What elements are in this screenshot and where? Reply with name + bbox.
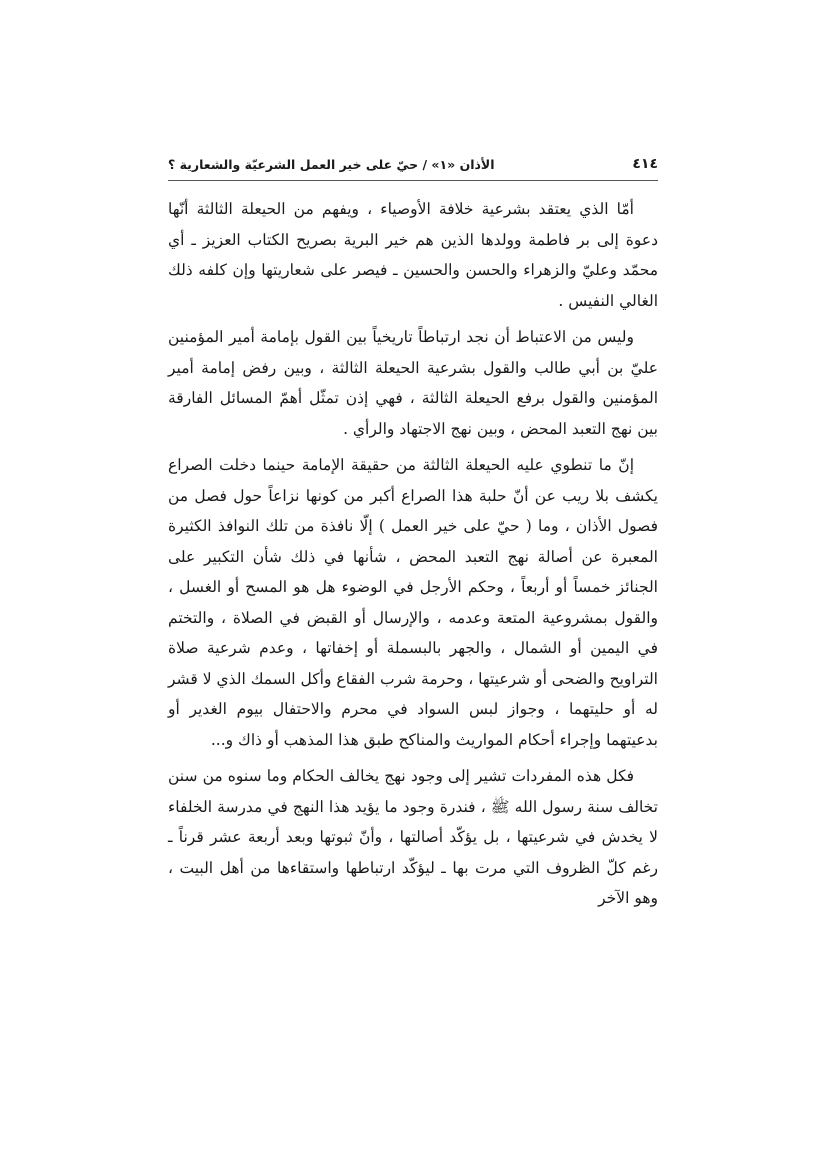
running-header bbox=[168, 152, 658, 176]
paragraph: وليس من الاعتباط أن نجد ارتباطاً تاريخياً بين القول بإمامة أمير المؤمنين عليّ بن أبي طالب والقول بشرعية الحيعلة الثالثة ، وبين رفض إمامة أمير المؤمنين والقول برفع الحيعلة الثالثة ، فهي إذن تمثّل أهمّ المسائل الفارقة بين نهج التعبد المحض ، وبين نهج الاجتهاد والرأي . bbox=[168, 328, 658, 438]
paragraph: فكل هذه المفردات تشير إلى وجود نهج يخالف الحكام وما سنوه من سنن تخالف سنة رسول الله ﷺ ، فندرة وجود ما يؤيد هذا النهج في مدرسة الخلفاء لا يخدش في شرعيتها ، بل يؤكّد أصالتها ، وأنّ ثبوتها وبعد أربعة عشر قرناً ـ رغم كلّ الظروف التي مرت بها ـ ليؤكّد ارتباطها واستقاءها من أهل البيت ، وهو الآخر bbox=[168, 767, 658, 907]
paragraph: أمّا الذي يعتقد بشرعية خلافة الأوصياء ، ويفهم من الحيعلة الثالثة أنّها دعوة إلى بر فاطمة وولدها الذين هم خير البرية بصريح الكتاب العزيز ـ أي محمّد وعليّ والزهراء والحسن والحسين ـ فيصر على شعاريتها وإن كلفه ذلك الغالي النفيس . bbox=[168, 200, 658, 310]
body-text bbox=[168, 194, 658, 920]
header-divider bbox=[168, 180, 658, 181]
page-number: ٤١٤ bbox=[632, 156, 658, 172]
paragraph: إنّ ما تنطوي عليه الحيعلة الثالثة من حقيقة الإمامة حينما دخلت الصراع يكشف بلا ريب عن أنّ حلبة هذا الصراع أكبر من كونها نزاعاً حول فصل من فصول الأذان ، وما ( حيّ على خير العمل ) إلّا نافذة من تلك النوافذ الكثيرة المعبرة عن أصالة نهج التعبد المحض ، شأنها في ذلك شأن التكبير على الجنائز خمساً أو أربعاً ، وحكم الأرجل في الوضوء هل هو المسح أو الغسل ، والقول بمشروعية المتعة وعدمه ، والإرسال أو القبض في الصلاة ، والتختم في اليمين أو الشمال ، والجهر بالبسملة أو إخفاتها ، وعدم شرعية صلاة التراويح والضحى أو شرعيتها ، وحرمة شرب الفقاع وأكل السمك الذي لا قشر له أو حليتهما ، وجواز لبس السواد في محرم والاحتفال بيوم الغدير أو بدعيتهما وإجراء أحكام المواريث والمناكح طبق هذا المذهب أو ذاك و... bbox=[168, 456, 658, 749]
header-title: الأذان «١» / حيّ على خير العمل الشرعيّة والشعارية ؟ bbox=[168, 156, 495, 172]
